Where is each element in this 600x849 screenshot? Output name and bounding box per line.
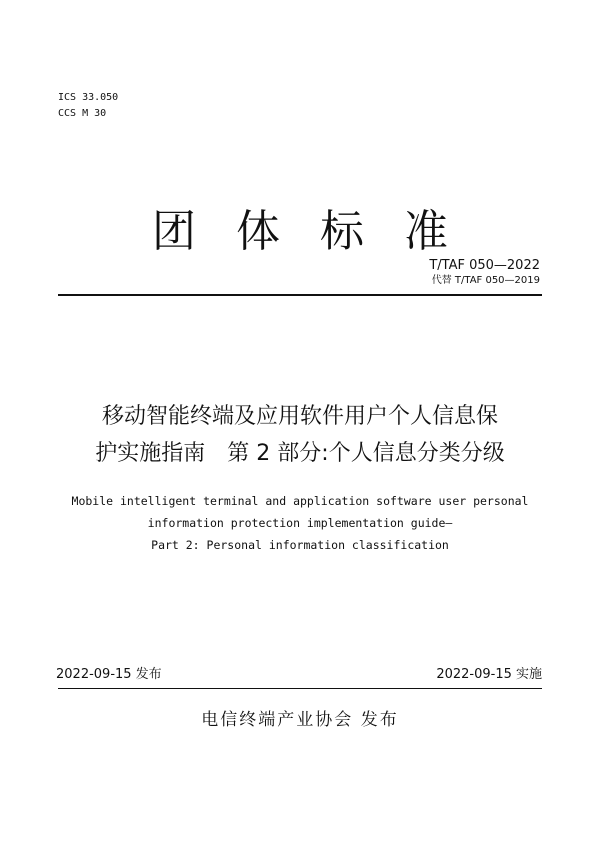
ics-code: ICS 33.050	[58, 92, 119, 103]
english-title-line-3: Part 2: Personal information classification	[151, 538, 449, 552]
english-title-line-1: Mobile intelligent terminal and application software user personal	[71, 494, 529, 508]
replaces-standard: 代替 T/TAF 050—2019	[431, 275, 540, 286]
footer-divider	[58, 688, 542, 689]
publisher: 电信终端产业协会 发布	[201, 710, 399, 730]
implementation-date: 2022-09-15 实施	[436, 667, 542, 682]
english-title-line-2: information protection implementation guide—	[147, 516, 453, 530]
chinese-title-line-1: 移动智能终端及应用软件用户个人信息保	[101, 404, 498, 429]
english-title	[0, 490, 600, 556]
publication-date: 2022-09-15 发布	[56, 667, 162, 682]
classification-codes	[58, 90, 118, 122]
standard-number: T/TAF 050—2022	[429, 258, 540, 273]
ccs-code: CCS M 30	[58, 108, 107, 119]
chinese-title	[0, 398, 600, 472]
chinese-title-line-2: 护实施指南 第 2 部分:个人信息分类分级	[95, 441, 505, 466]
document-type-heading: 团体标准	[152, 206, 488, 257]
header-divider	[58, 294, 542, 296]
